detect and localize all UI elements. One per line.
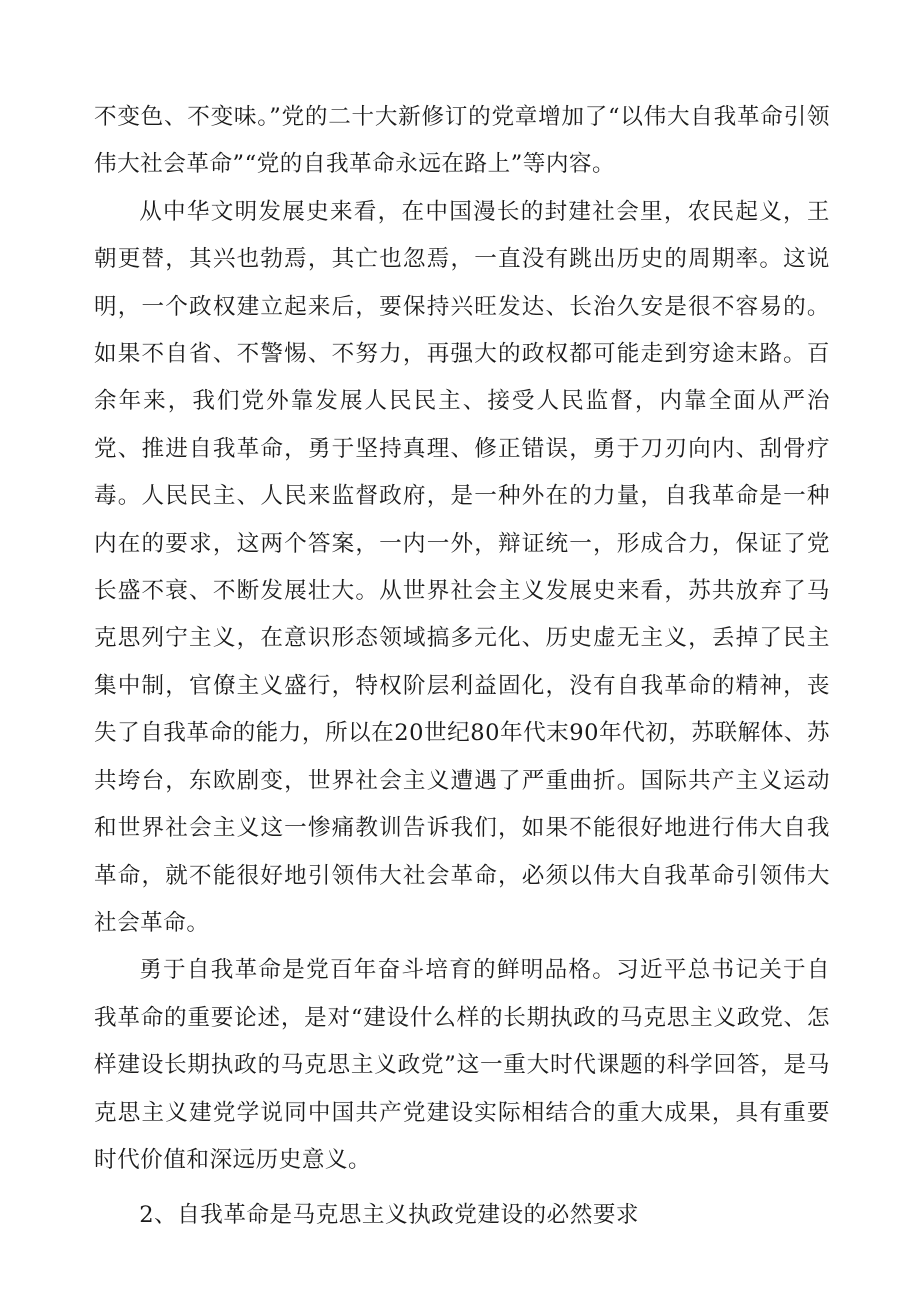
- paragraph-history: 从中华文明发展史来看，在中国漫长的封建社会里，农民起义，王朝更替，其兴也勃焉，其亡也忽焉，一直没有跳出历史的周期率。这说明，一个政权建立起来后，要保持兴旺发达、长治久安是很不容易的。如果不自省、不警惕、不努力，再强大的政权都可能走到穷途末路。百余年来，我们党外靠发展人民民主、接受人民监督，内靠全面从严治党、推进自我革命，勇于坚持真理、修正错误，勇于刀刃向内、刮骨疗毒。人民民主、人民来监督政府，是一种外在的力量，自我革命是一种内在的要求，这两个答案，一内一外，辩证统一，形成合力，保证了党长盛不衰、不断发展壮大。从世界社会主义发展史来看，苏共放弃了马克思列宁主义，在意识形态领域搞多元化、历史虚无主义，丢掉了民主集中制，官僚主义盛行，特权阶层利益固化，没有自我革命的精神，丧失了自我革命的能力，所以在20世纪80年代末90年代初，苏联解体、苏共垮台，东欧剧变，世界社会主义遭遇了严重曲折。国际共产主义运动和世界社会主义这一惨痛教训告诉我们，如果不能很好地进行伟大自我革命，就不能很好地引领伟大社会革命，必须以伟大自我革命引领伟大社会革命。: [94, 198, 830, 936]
- paragraph-continuation: 不变色、不变味。”党的二十大新修订的党章增加了“以伟大自我革命引领伟大社会革命”“党的自我革命永远在路上”等内容。: [94, 104, 830, 178]
- document-body: [94, 94, 830, 1240]
- paragraph-character: 勇于自我革命是党百年奋斗培育的鲜明品格。习近平总书记关于自我革命的重要论述，是对“建设什么样的长期执政的马克思主义政党、怎样建设长期执政的马克思主义政党”这一重大时代课题的科学回答，是马克思主义建党学说同中国共产党建设实际相结合的重大成果，具有重要时代价值和深远历史意义。: [94, 957, 830, 1173]
- section-heading: 2、自我革命是马克思主义执政党建设的必然要求: [139, 1202, 640, 1229]
